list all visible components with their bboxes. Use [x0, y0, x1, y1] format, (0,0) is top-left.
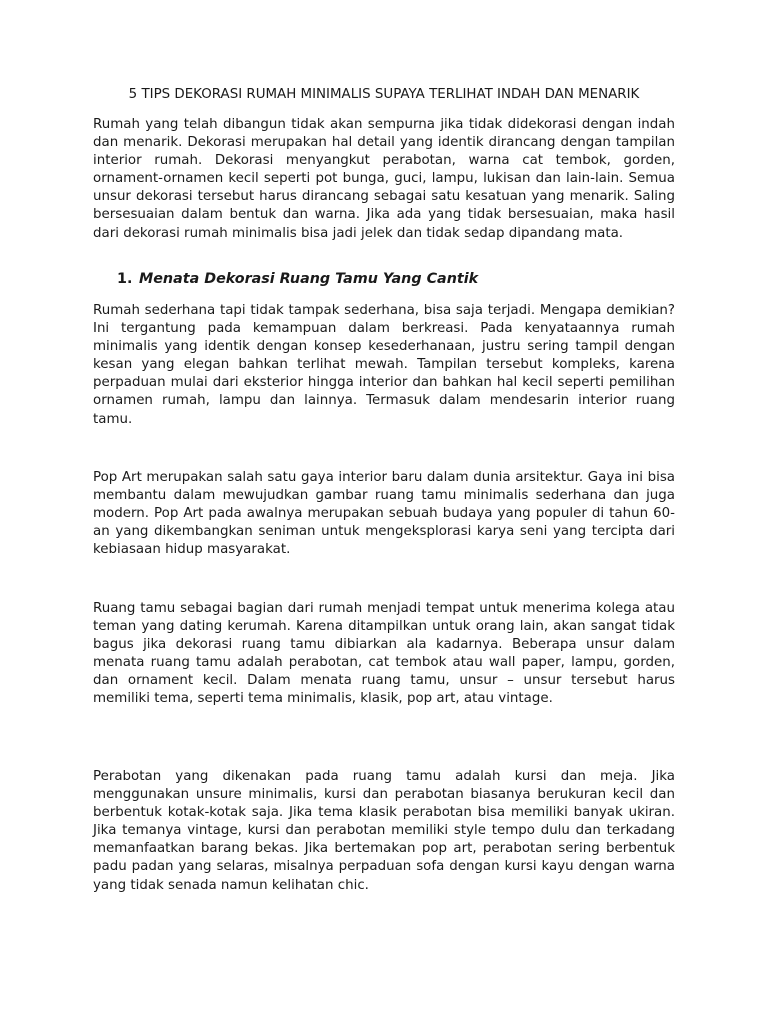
section-heading-text: Menata Dekorasi Ruang Tamu Yang Cantik — [139, 271, 479, 287]
section-paragraph-1: Rumah sederhana tapi tidak tampak sederhana, bisa saja terjadi. Mengapa demikian? Ini tergantung pada kemampuan dalam berkreasi. Pada kenyataannya rumah minimalis yang identik dengan konsep kesederhanaan, justru sering tampil dengan kesan yang elegan bahkan terlihat mewah. Tampilan tersebut kompleks, karena perpaduan mulai dari eksterior hingga interior dan bahkan hal kecil seperti pemilihan ornamen rumah, lampu dan lainnya. Termasuk dalam mendesarin interior ruang tamu. — [93, 303, 675, 427]
intro-paragraph: Rumah yang telah dibangun tidak akan sempurna jika tidak didekorasi dengan indah dan menarik. Dekorasi merupakan hal detail yang identik dirancang dengan tampilan interior rumah. Dekorasi menyangkut perabotan, warna cat tembok, gorden, ornament-ornamen kecil seperti pot bunga, guci, lampu, lukisan dan lain-lain. Semua unsur dekorasi tersebut harus dirancang sebagai satu kesatuan yang menarik. Saling bersesuaian dalam bentuk dan warna. Jika ada yang tidak bersesuaian, maka hasil dari dekorasi rumah minimalis bisa jadi jelek dan tidak sedap dipandang mata. — [93, 117, 675, 241]
document-title: 5 TIPS DEKORASI RUMAH MINIMALIS SUPAYA TERLIHAT INDAH DAN MENARIK — [128, 87, 640, 102]
section-paragraph-2: Pop Art merupakan salah satu gaya interior baru dalam dunia arsitektur. Gaya ini bisa membantu dalam mewujudkan gambar ruang tamu minimalis sederhana dan juga modern. Pop Art pada awalnya merupakan sebuah budaya yang populer di tahun 60-an yang dikembangkan seniman untuk mengeksplorasi karya seni yang tercipta dari kebiasaan hidup masyarakat. — [93, 470, 675, 558]
section-heading — [117, 270, 677, 288]
section-number: 1. — [117, 271, 133, 287]
section-paragraph-3: Ruang tamu sebagai bagian dari rumah menjadi tempat untuk menerima kolega atau teman yang dating kerumah. Karena ditampilkan untuk orang lain, akan sangat tidak bagus jika dekorasi ruang tamu dibiarkan ala kadarnya. Beberapa unsur dalam menata ruang tamu adalah perabotan, cat tembok atau wall paper, lampu, gorden, dan ornament kecil. Dalam menata ruang tamu, unsur – unsur tersebut harus memiliki tema, seperti tema minimalis, klasik, pop art, atau vintage. — [93, 601, 675, 707]
section-paragraph-4: Perabotan yang dikenakan pada ruang tamu adalah kursi dan meja. Jika menggunakan unsure minimalis, kursi dan perabotan biasanya berukuran kecil dan berbentuk kotak-kotak saja. Jika tema klasik perabotan bisa memiliki banyak ukiran. Jika temanya vintage, kursi dan perabotan memiliki style tempo dulu dan terkadang memanfaatkan barang bekas. Jika bertemakan pop art, perabotan sering berbentuk padu padan yang selaras, misalnya perpaduan sofa dengan kursi kayu dengan warna yang tidak senada namun kelihatan chic. — [93, 769, 675, 893]
